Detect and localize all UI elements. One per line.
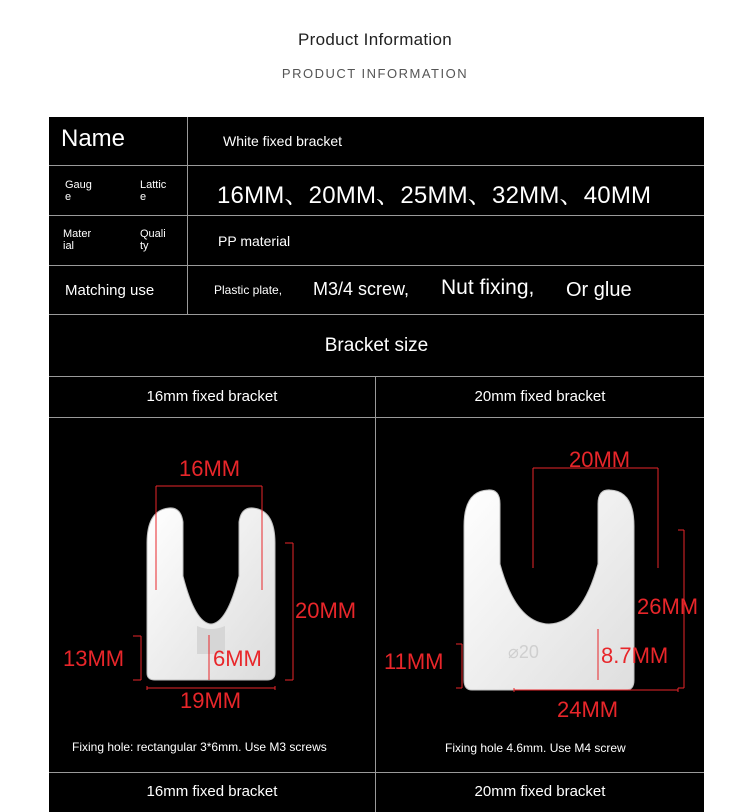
lattice-label-line: Lattic: [140, 179, 167, 191]
grid-line: [49, 265, 704, 266]
matching-value-glue: Or glue: [566, 279, 632, 301]
grid-line: [49, 165, 704, 166]
right-column-heading: 20mm fixed bracket: [474, 388, 606, 405]
dim-right-20: 26MM: [637, 594, 699, 619]
dim-hole-16: 6MM: [213, 646, 262, 671]
matching-label: Matching use: [65, 282, 155, 299]
bracket-20mm-image: [376, 418, 704, 772]
dim-left-20: 11MM: [384, 649, 444, 674]
dim-right-16: 20MM: [295, 598, 357, 623]
quality-label: [140, 228, 166, 252]
dim-left-16: 13MM: [63, 646, 125, 671]
grid-line: [187, 117, 188, 314]
fixing-hole-caption-20: Fixing hole 4.6mm. Use M4 screw: [445, 741, 626, 755]
bracket-size-title: Bracket size: [324, 335, 429, 356]
lattice-label-line: e: [140, 191, 147, 203]
lattice-label: [140, 179, 166, 203]
dim-hole-20: 8.7MM: [601, 643, 669, 668]
right-column-footer: 20mm fixed bracket: [474, 783, 606, 800]
dim-top-16: 16MM: [179, 456, 241, 481]
grid-line: [49, 376, 704, 377]
quality-label-line: ty: [140, 240, 149, 252]
dim-bottom-16: 19MM: [180, 688, 242, 713]
page-title: Product Information: [297, 30, 453, 49]
matching-value-plastic-plate: Plastic plate,: [214, 283, 283, 297]
dim-bottom-20: 24MM: [557, 697, 619, 722]
material-value: PP material: [218, 233, 291, 249]
product-info-sheet: [49, 117, 704, 812]
fixing-hole-caption-16: Fixing hole: rectangular 3*6mm. Use M3 screws: [72, 740, 327, 754]
dim-top-20: 20MM: [569, 447, 631, 472]
bracket-16mm-image: [49, 418, 375, 772]
left-column-heading: 16mm fixed bracket: [146, 388, 278, 405]
gauge-values: 16MM、20MM、25MM、32MM、40MM: [217, 182, 652, 209]
gauge-label-line: Gaug: [65, 179, 92, 191]
grid-line: [49, 314, 704, 315]
material-label: [63, 228, 91, 252]
grid-line: [49, 215, 704, 216]
material-label-line: ial: [63, 240, 75, 252]
gauge-label-line: e: [65, 191, 72, 203]
gauge-label: [65, 179, 92, 203]
embossed-mark: ⌀20: [508, 642, 539, 662]
page-subtitle: PRODUCT INFORMATION: [281, 66, 469, 81]
left-column-footer: 16mm fixed bracket: [146, 783, 278, 800]
material-label-line: Mater: [63, 228, 92, 240]
matching-value-nut: Nut fixing,: [441, 276, 535, 299]
matching-value-screw: M3/4 screw,: [313, 279, 410, 299]
grid-line: [49, 772, 704, 773]
name-label: Name: [61, 125, 126, 152]
name-value: White fixed bracket: [223, 133, 343, 149]
quality-label-line: Quali: [140, 228, 166, 240]
